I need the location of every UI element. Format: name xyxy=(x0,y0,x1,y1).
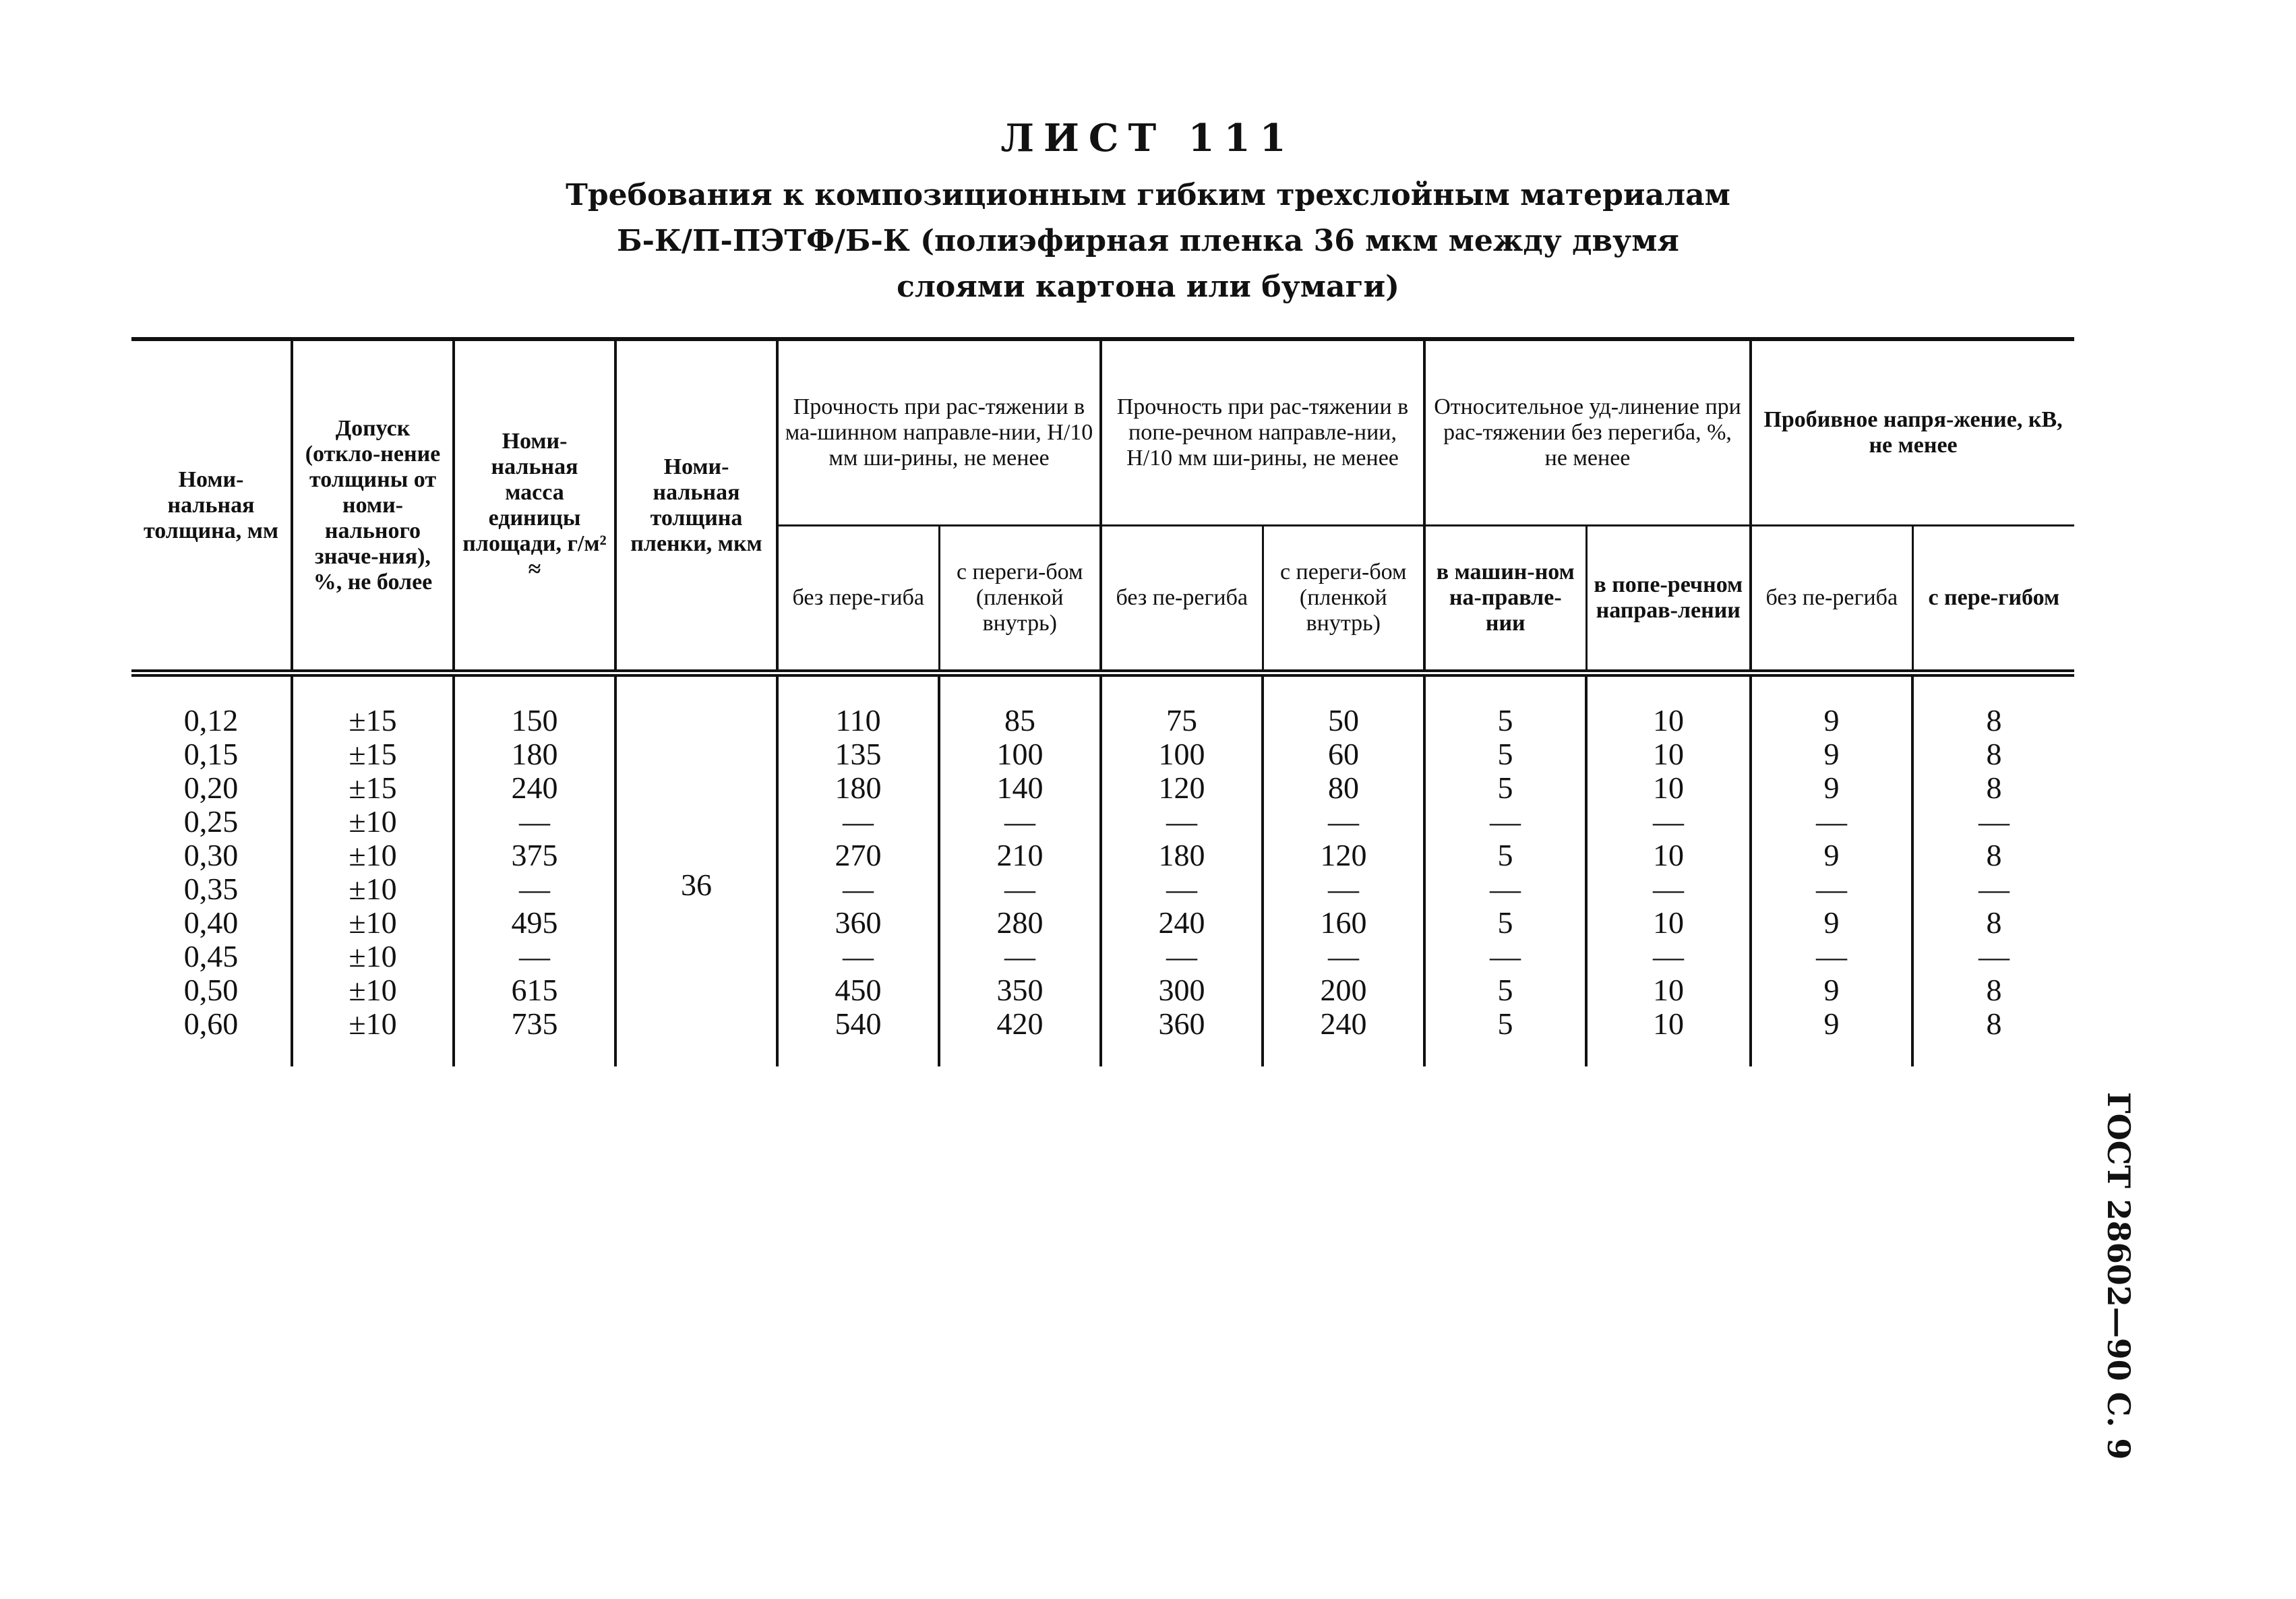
subheader-bd-no-fold: без пе-региба xyxy=(1751,526,1912,673)
cell-el-cross: 10 xyxy=(1586,906,1751,940)
cell-tc-no-fold: — xyxy=(1101,805,1263,839)
table-row xyxy=(131,704,2074,737)
cell-tc-fold: — xyxy=(1263,872,1424,906)
cell-mass: 495 xyxy=(454,906,615,940)
cell-tm-no-fold: 360 xyxy=(777,906,939,940)
cell-bd-no-fold: 9 xyxy=(1751,973,1912,1007)
cell-tc-no-fold: 180 xyxy=(1101,839,1263,872)
spacer-cell xyxy=(1424,673,1586,704)
cell-tc-no-fold: — xyxy=(1101,872,1263,906)
cell-bd-fold: 8 xyxy=(1912,839,2074,872)
cell-el-cross: — xyxy=(1586,805,1751,839)
cell-tc-no-fold: 240 xyxy=(1101,906,1263,940)
cell-tm-fold: 280 xyxy=(939,906,1101,940)
table-row xyxy=(131,1007,2074,1066)
cell-tc-fold: 60 xyxy=(1263,737,1424,771)
heading-line-2: Б-К/П-ПЭТФ/Б-К (полиэфирная пленка 36 мкм между двумя xyxy=(617,224,1679,258)
table-row xyxy=(131,872,2074,906)
cell-tc-no-fold: 100 xyxy=(1101,737,1263,771)
cell-nominal-thickness: 0,40 xyxy=(183,905,239,940)
table-header xyxy=(131,339,2074,673)
cell-tm-fold: 350 xyxy=(939,973,1101,1007)
cell-bd-no-fold: 9 xyxy=(1751,771,1912,805)
cell-tolerance: ±10 xyxy=(292,973,454,1007)
spacer-cell xyxy=(939,673,1101,704)
cell-tolerance: ±10 xyxy=(292,940,454,973)
cell-el-cross: 10 xyxy=(1586,771,1751,805)
spacer-cell xyxy=(1101,673,1263,704)
subheader-el-cross: в попе-речном направ-лении xyxy=(1586,526,1751,673)
spacer-cell xyxy=(292,673,454,704)
cell-film-thickness: 36 xyxy=(615,704,777,1066)
spacer-cell xyxy=(615,673,777,704)
cell-el-machine: — xyxy=(1424,872,1586,906)
cell-tolerance: ±15 xyxy=(292,704,454,737)
cell-el-cross: 10 xyxy=(1586,704,1751,737)
cell-el-cross: — xyxy=(1586,940,1751,973)
cell-tm-no-fold: 270 xyxy=(777,839,939,872)
cell-bd-fold: — xyxy=(1912,805,2074,839)
sheet-title: ЛИСТ 111 xyxy=(1000,116,1296,160)
subheader-tc-fold: с переги-бом (пленкой внутрь) xyxy=(1263,526,1424,673)
spacer-cell xyxy=(1263,673,1424,704)
spacer-cell xyxy=(131,673,292,704)
subheader-el-machine: в машин-ном на-правле-нии xyxy=(1424,526,1586,673)
cell-nominal-thickness: 0,20 xyxy=(183,771,239,805)
subheader-bd-fold: с пере-гибом xyxy=(1912,526,2074,673)
cell-bd-fold: — xyxy=(1912,872,2074,906)
cell-tm-fold: 210 xyxy=(939,839,1101,872)
cell-tm-fold: — xyxy=(939,940,1101,973)
spacer-cell xyxy=(1912,673,2074,704)
cell-nominal-thickness: 0,12 xyxy=(183,703,239,737)
cell-tc-fold: 240 xyxy=(1263,1007,1424,1066)
cell-tm-no-fold: 180 xyxy=(777,771,939,805)
cell-mass: 150 xyxy=(454,704,615,737)
cell-tc-no-fold: 300 xyxy=(1101,973,1263,1007)
cell-mass: 180 xyxy=(454,737,615,771)
heading-line-3: слоями картона или бумаги) xyxy=(897,270,1399,304)
subheader-tm-fold: с переги-бом (пленкой внутрь) xyxy=(939,526,1101,673)
table-row xyxy=(131,805,2074,839)
cell-bd-no-fold: 9 xyxy=(1751,1007,1912,1066)
cell-el-machine: — xyxy=(1424,805,1586,839)
cell-tm-fold: 85 xyxy=(939,704,1101,737)
cell-tm-no-fold: 110 xyxy=(777,704,939,737)
cell-bd-no-fold: — xyxy=(1751,872,1912,906)
cell-mass: 240 xyxy=(454,771,615,805)
spacer-cell xyxy=(1751,673,1912,704)
cell-el-machine: 5 xyxy=(1424,1007,1586,1066)
cell-tm-fold: 100 xyxy=(939,737,1101,771)
cell-tolerance: ±10 xyxy=(292,839,454,872)
cell-nominal-thickness: 0,30 xyxy=(183,838,239,872)
cell-nominal-thickness: 0,35 xyxy=(183,872,239,906)
cell-tc-fold: 50 xyxy=(1263,704,1424,737)
cell-el-cross: 10 xyxy=(1586,1007,1751,1066)
header-mass: Номи-нальная масса единицы площади, г/м² ≈ xyxy=(454,339,615,673)
cell-tolerance: ±10 xyxy=(292,872,454,906)
spacer-cell xyxy=(1586,673,1751,704)
cell-mass: — xyxy=(454,872,615,906)
cell-bd-fold: 8 xyxy=(1912,771,2074,805)
cell-tc-fold: — xyxy=(1263,805,1424,839)
heading-line-1: Требования к композиционным гибким трехслойным материалам xyxy=(566,178,1730,212)
cell-tm-fold: — xyxy=(939,872,1101,906)
cell-bd-fold: 8 xyxy=(1912,704,2074,737)
cell-tm-no-fold: 135 xyxy=(777,737,939,771)
spacer-cell xyxy=(777,673,939,704)
cell-el-cross: — xyxy=(1586,872,1751,906)
requirements-table xyxy=(131,337,2074,1066)
cell-tc-no-fold: 360 xyxy=(1101,1007,1263,1066)
cell-tm-fold: 420 xyxy=(939,1007,1101,1066)
cell-tm-no-fold: — xyxy=(777,872,939,906)
cell-tolerance: ±10 xyxy=(292,906,454,940)
cell-el-cross: 10 xyxy=(1586,737,1751,771)
table-row xyxy=(131,737,2074,771)
standard-page-code: ГОСТ 28602—90 С. 9 xyxy=(2101,1092,2137,1460)
cell-el-machine: 5 xyxy=(1424,737,1586,771)
cell-nominal-thickness: 0,15 xyxy=(183,737,239,771)
cell-tolerance: ±15 xyxy=(292,737,454,771)
document-heading xyxy=(0,173,2296,310)
cell-bd-no-fold: — xyxy=(1751,805,1912,839)
subheader-tc-no-fold: без пе-региба xyxy=(1101,526,1263,673)
table-row xyxy=(131,771,2074,805)
table-body xyxy=(131,673,2074,1067)
cell-el-machine: 5 xyxy=(1424,704,1586,737)
header-breakdown: Пробивное напря-жение, кВ, не менее xyxy=(1751,339,2074,526)
subheader-tm-no-fold: без пере-гиба xyxy=(777,526,939,673)
table-row xyxy=(131,973,2074,1007)
spacer-cell xyxy=(454,673,615,704)
cell-bd-no-fold: 9 xyxy=(1751,906,1912,940)
header-film-thickness: Номи-нальная толщина пленки, мкм xyxy=(615,339,777,673)
cell-tc-no-fold: 120 xyxy=(1101,771,1263,805)
cell-bd-fold: — xyxy=(1912,940,2074,973)
cell-bd-fold: 8 xyxy=(1912,1007,2074,1066)
cell-tc-fold: 120 xyxy=(1263,839,1424,872)
cell-tolerance: ±10 xyxy=(292,805,454,839)
cell-tm-no-fold: 540 xyxy=(777,1007,939,1066)
cell-el-cross: 10 xyxy=(1586,839,1751,872)
cell-tc-no-fold: — xyxy=(1101,940,1263,973)
header-elongation: Относительное уд-линение при рас-тяжении без перегиба, %, не менее xyxy=(1424,339,1751,526)
cell-tc-no-fold: 75 xyxy=(1101,704,1263,737)
table-row xyxy=(131,839,2074,872)
header-tolerance: Допуск (откло-нение толщины от номи-нального значе-ния), %, не более xyxy=(292,339,454,673)
cell-bd-fold: 8 xyxy=(1912,973,2074,1007)
cell-tolerance: ±15 xyxy=(292,771,454,805)
cell-tm-no-fold: 450 xyxy=(777,973,939,1007)
cell-mass: — xyxy=(454,940,615,973)
cell-nominal-thickness: 0,50 xyxy=(183,973,239,1007)
cell-tc-fold: 160 xyxy=(1263,906,1424,940)
cell-tc-fold: 80 xyxy=(1263,771,1424,805)
header-tensile-cross: Прочность при рас-тяжении в попе-речном направле-нии, Н/10 мм ши-рины, не менее xyxy=(1101,339,1424,526)
cell-el-machine: 5 xyxy=(1424,839,1586,872)
cell-mass: 615 xyxy=(454,973,615,1007)
cell-bd-no-fold: 9 xyxy=(1751,704,1912,737)
cell-tm-no-fold: — xyxy=(777,940,939,973)
table-row xyxy=(131,940,2074,973)
cell-tc-fold: — xyxy=(1263,940,1424,973)
cell-el-machine: 5 xyxy=(1424,973,1586,1007)
cell-el-machine: 5 xyxy=(1424,771,1586,805)
cell-tolerance: ±10 xyxy=(292,1007,454,1066)
cell-el-machine: 5 xyxy=(1424,906,1586,940)
cell-tc-fold: 200 xyxy=(1263,973,1424,1007)
cell-nominal-thickness: 0,60 xyxy=(183,1006,239,1041)
cell-bd-no-fold: — xyxy=(1751,940,1912,973)
cell-nominal-thickness: 0,25 xyxy=(183,804,239,839)
cell-tm-fold: 140 xyxy=(939,771,1101,805)
cell-bd-no-fold: 9 xyxy=(1751,839,1912,872)
table-row xyxy=(131,906,2074,940)
cell-mass: 735 xyxy=(454,1007,615,1066)
cell-el-cross: 10 xyxy=(1586,973,1751,1007)
cell-nominal-thickness: 0,45 xyxy=(183,939,239,973)
cell-tm-fold: — xyxy=(939,805,1101,839)
cell-mass: — xyxy=(454,805,615,839)
cell-mass: 375 xyxy=(454,839,615,872)
cell-bd-fold: 8 xyxy=(1912,906,2074,940)
cell-bd-no-fold: 9 xyxy=(1751,737,1912,771)
header-nominal-thickness: Номи-нальная толщина, мм xyxy=(143,466,279,543)
header-tensile-machine: Прочность при рас-тяжении в ма-шинном направле-нии, Н/10 мм ши-рины, не менее xyxy=(777,339,1101,526)
cell-tm-no-fold: — xyxy=(777,805,939,839)
cell-bd-fold: 8 xyxy=(1912,737,2074,771)
cell-el-machine: — xyxy=(1424,940,1586,973)
